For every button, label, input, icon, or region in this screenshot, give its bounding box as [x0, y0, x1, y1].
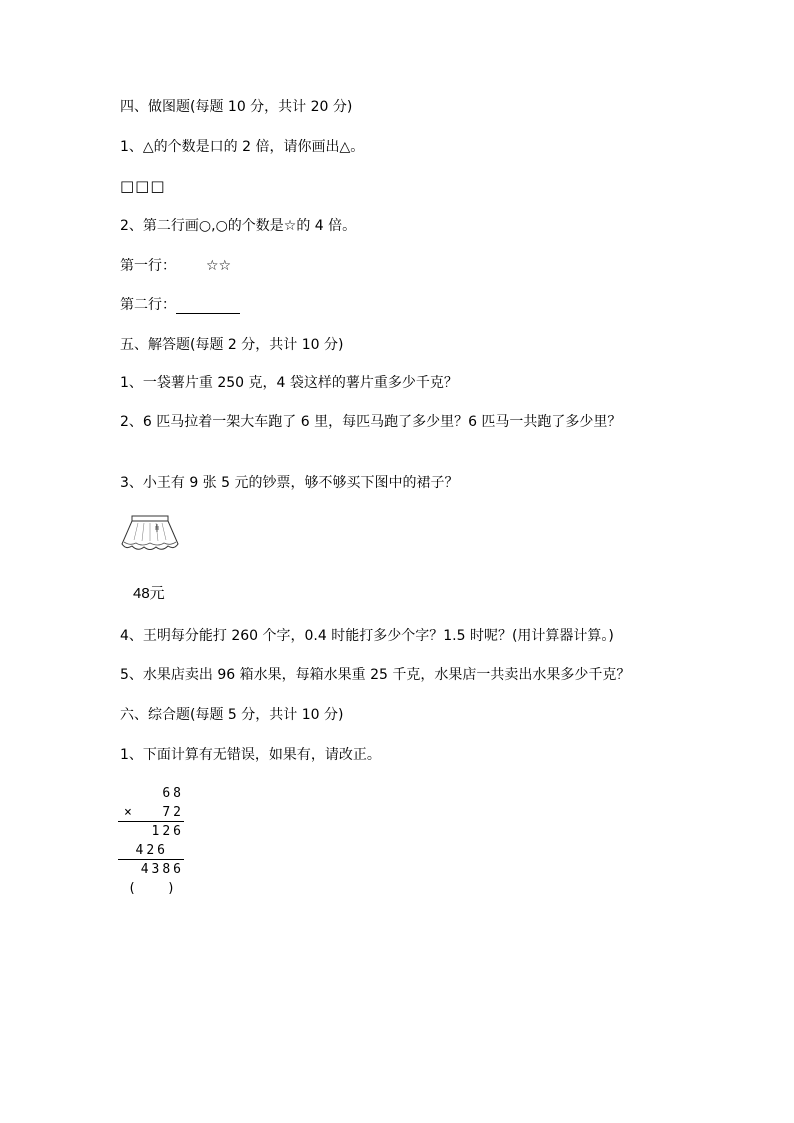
section6-q1: 1、下面计算有无错误，如果有，请改正。	[120, 747, 381, 763]
row1-label: 第一行：	[120, 258, 176, 274]
section4-title: 四、做图题(每题 10 分，共计 20 分)	[120, 99, 353, 115]
product-result: 4386	[140, 862, 184, 877]
partial-product-1: 126	[151, 824, 184, 839]
skirt-price: 48元	[133, 585, 165, 602]
section5-q4: 4、王明每分能打 260 个字，0.4 时能打多少个字？1.5 时呢？(用计算器计算。)	[120, 628, 614, 644]
section5-q1: 1、一袋薯片重 250 克，4 袋这样的薯片重多少千克？	[120, 375, 458, 391]
row2	[120, 296, 240, 314]
answer-paren: ( )	[128, 881, 175, 896]
section5-q2: 2、6 匹马拉着一架大车跑了 6 里，每匹马跑了多少里？6 匹马一共跑了多少里？	[120, 414, 622, 430]
section5-q3: 3、小王有 9 张 5 元的钞票，够不够买下图中的裙子？	[120, 475, 459, 491]
multiplicand: 68	[162, 786, 184, 801]
star-icons: ☆☆	[206, 258, 232, 274]
vertical-multiplication	[118, 784, 188, 898]
section5-q5: 5、水果店卖出 96 箱水果，每箱水果重 25 千克，水果店一共卖出水果多少千克？	[120, 667, 631, 683]
section6-title: 六、综合题(每题 5 分，共计 10 分)	[120, 707, 344, 723]
row1	[120, 257, 231, 275]
section4-q1: 1、△的个数是口的 2 倍，请你画出△。	[120, 139, 365, 155]
answer-blank	[176, 299, 240, 314]
partial-product-2: 426	[135, 843, 168, 858]
skirt-icon	[118, 512, 182, 558]
multiply-operator: ×	[124, 805, 132, 820]
multiplier: 72	[162, 805, 184, 820]
section4-q2: 2、第二行画○,○的个数是☆的 4 倍。	[120, 218, 357, 234]
section5-title: 五、解答题(每题 2 分，共计 10 分)	[120, 337, 344, 353]
row2-label: 第二行：	[120, 297, 176, 313]
square-shapes: □□□	[120, 177, 166, 195]
